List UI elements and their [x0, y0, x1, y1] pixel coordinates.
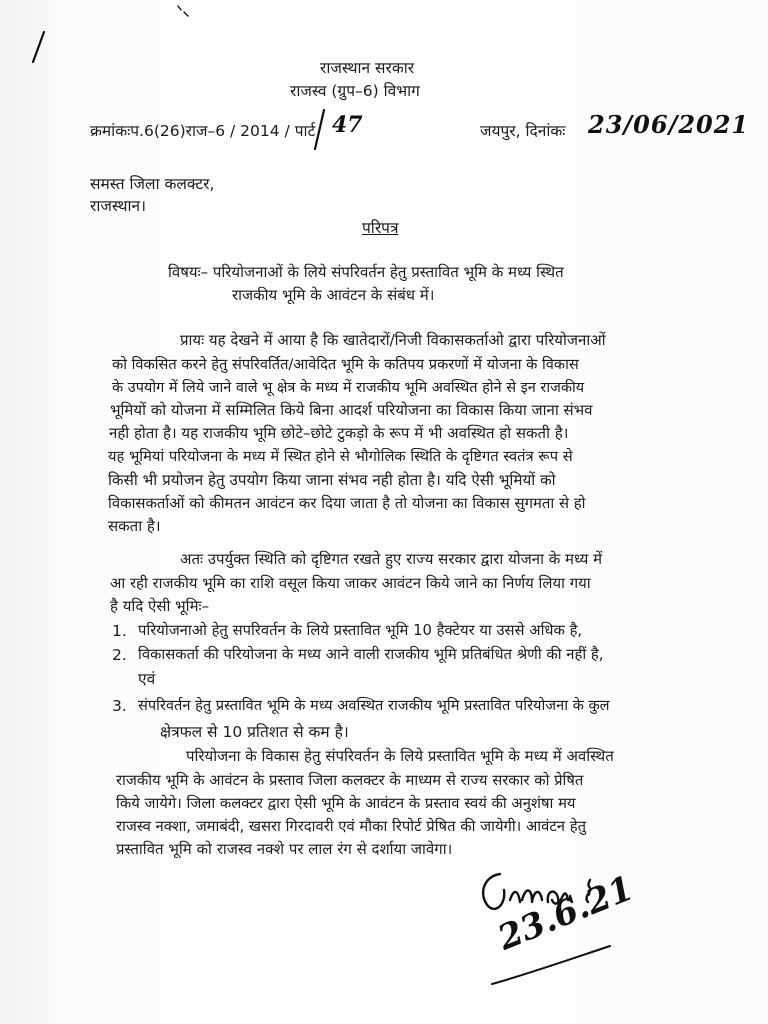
date-handwritten: 23/06/2021 [588, 110, 750, 139]
condition-text: क्षेत्रफल से 10 प्रतिशत से कम है। [160, 723, 349, 741]
paragraph-1-line: विकासकर्ताओं को कीमतन आवंटन कर दिया जाता है तो योजना का विकास सुगमता से हो [108, 494, 586, 512]
condition-text: एवं [138, 670, 156, 688]
paragraph-3-line: किये जायेगे। जिला कलक्टर द्वारा ऐसी भूमि के आवंटन के प्रस्ताव स्वयं की अनुशंषा मय [116, 795, 576, 812]
place-date-label: जयपुर, दिनांकः [480, 122, 566, 140]
circular-title: परिपत्र [362, 219, 399, 237]
condition-text: संपरिवर्तन हेतु प्रस्तावित भूमि के मध्य अवस्थित राजकीय भूमि प्रस्तावित परियोजना के कुल [138, 697, 610, 714]
paragraph-1-line: को विकसित करने हेतु संपरिवर्तित/आवेदित भूमि के कतिपय प्रकरणों में योजना के विकास [112, 356, 579, 373]
paragraph-1-line: भूमियों को योजना में सम्मिलित किये बिना आदर्श परियोजना का विकास किया जाना संभव [110, 401, 593, 419]
addressee-line-2: राजस्थान। [90, 197, 146, 215]
addressee-line-1: समस्त जिला कलक्टर, [90, 175, 215, 193]
paragraph-1-line: किसी भी प्रयोजन हेतु उपयोग किया जाना संभव नही होता है। यदि ऐसी भूमियों को [108, 471, 556, 489]
signature-date: 23.6.21 [492, 868, 640, 959]
paragraph-1-line: नही होता है। यह राजकीय भूमि छोटे–छोटे टुकड़ो के रूप में भी अवस्थित हो सकती है। [109, 424, 569, 442]
paragraph-2-line: अतः उपर्युक्त स्थिति को दृष्टिगत रखते हुए राज्य सरकार द्वारा योजना के मध्य में [180, 550, 603, 568]
paragraph-3-line: परियोजना के विकास हेतु संपरिवर्तन के लिये प्रस्तावित भूमि के मध्य में अवस्थित [186, 747, 614, 765]
condition-number: 3. [112, 697, 127, 715]
condition-number: 1. [112, 622, 127, 640]
subject-line-1: विषयः– परियोजनाओं के लिये संपरिवर्तन हेतु प्रस्तावित भूमि के मध्य स्थित [168, 263, 564, 281]
paragraph-1-line: यह भूमियां परियोजना के मध्य में स्थित होने से भौगोलिक स्थिति के दृष्टिगत स्वतंत्र रूप से [108, 448, 573, 465]
condition-text: विकासकर्ता की परियोजना के मध्य आने वाली राजकीय भूमि प्रतिबंधित श्रेणी की नहीं है, [138, 646, 604, 663]
paragraph-3-line: राजकीय भूमि के आवंटन के प्रस्ताव जिला कलक्टर के माध्यम से राज्य सरकार को प्रेषित [116, 772, 584, 789]
signature-underline [488, 940, 618, 990]
condition-number: 2. [112, 646, 127, 664]
reference-number [90, 119, 315, 141]
paragraph-3-line: प्रस्तावित भूमि को राजस्व नक्शे पर लाल रंग से दर्शाया जावेगा। [116, 840, 453, 858]
paragraph-2-line: आ रही राजकीय भूमि का राशि वसूल किया जाकर आवंटन किये जाने का निर्णय लिया गया [110, 574, 591, 592]
pen-stroke-mark [0, 0, 200, 80]
reference-number-prefix: क्रमांकःप.6(26)राज–6 / 2014 / पार्ट [90, 122, 316, 140]
paragraph-2-line: है यदि ऐसी भूमिः– [110, 597, 210, 615]
condition-text: परियोजनाओ हेतु सपरिवर्तन के लिये प्रस्तावित भूमि 10 हैक्टेयर या उससे अधिक है, [138, 622, 583, 639]
paragraph-1-line: सकता है। [108, 517, 161, 535]
subject-line-2: राजकीय भूमि के आवंटन के संबंध में। [232, 286, 435, 304]
department-name: राजस्व (ग्रुप–6) विभाग [290, 82, 420, 100]
government-name: राजस्थान सरकार [320, 59, 415, 77]
paragraph-3-line: राजस्व नक्शा, जमाबंदी, खसरा गिरदावरी एवं मौका रिपोर्ट प्रेषित की जायेगी। आवंटन हेतु [116, 818, 587, 835]
reference-slash-mark [308, 107, 330, 153]
paragraph-1-line: के उपयोग में लिये जाने वाले भू क्षेत्र के मध्य में राजकीय भूमि अवस्थित होने से इन राजकीय [112, 380, 585, 396]
paragraph-1-line: प्रायः यह देखने में आया है कि खातेदारों/निजी विकासकर्ताओ द्वारा परियोजनाओं [180, 331, 606, 349]
reference-number-handwritten: 47 [332, 112, 363, 138]
